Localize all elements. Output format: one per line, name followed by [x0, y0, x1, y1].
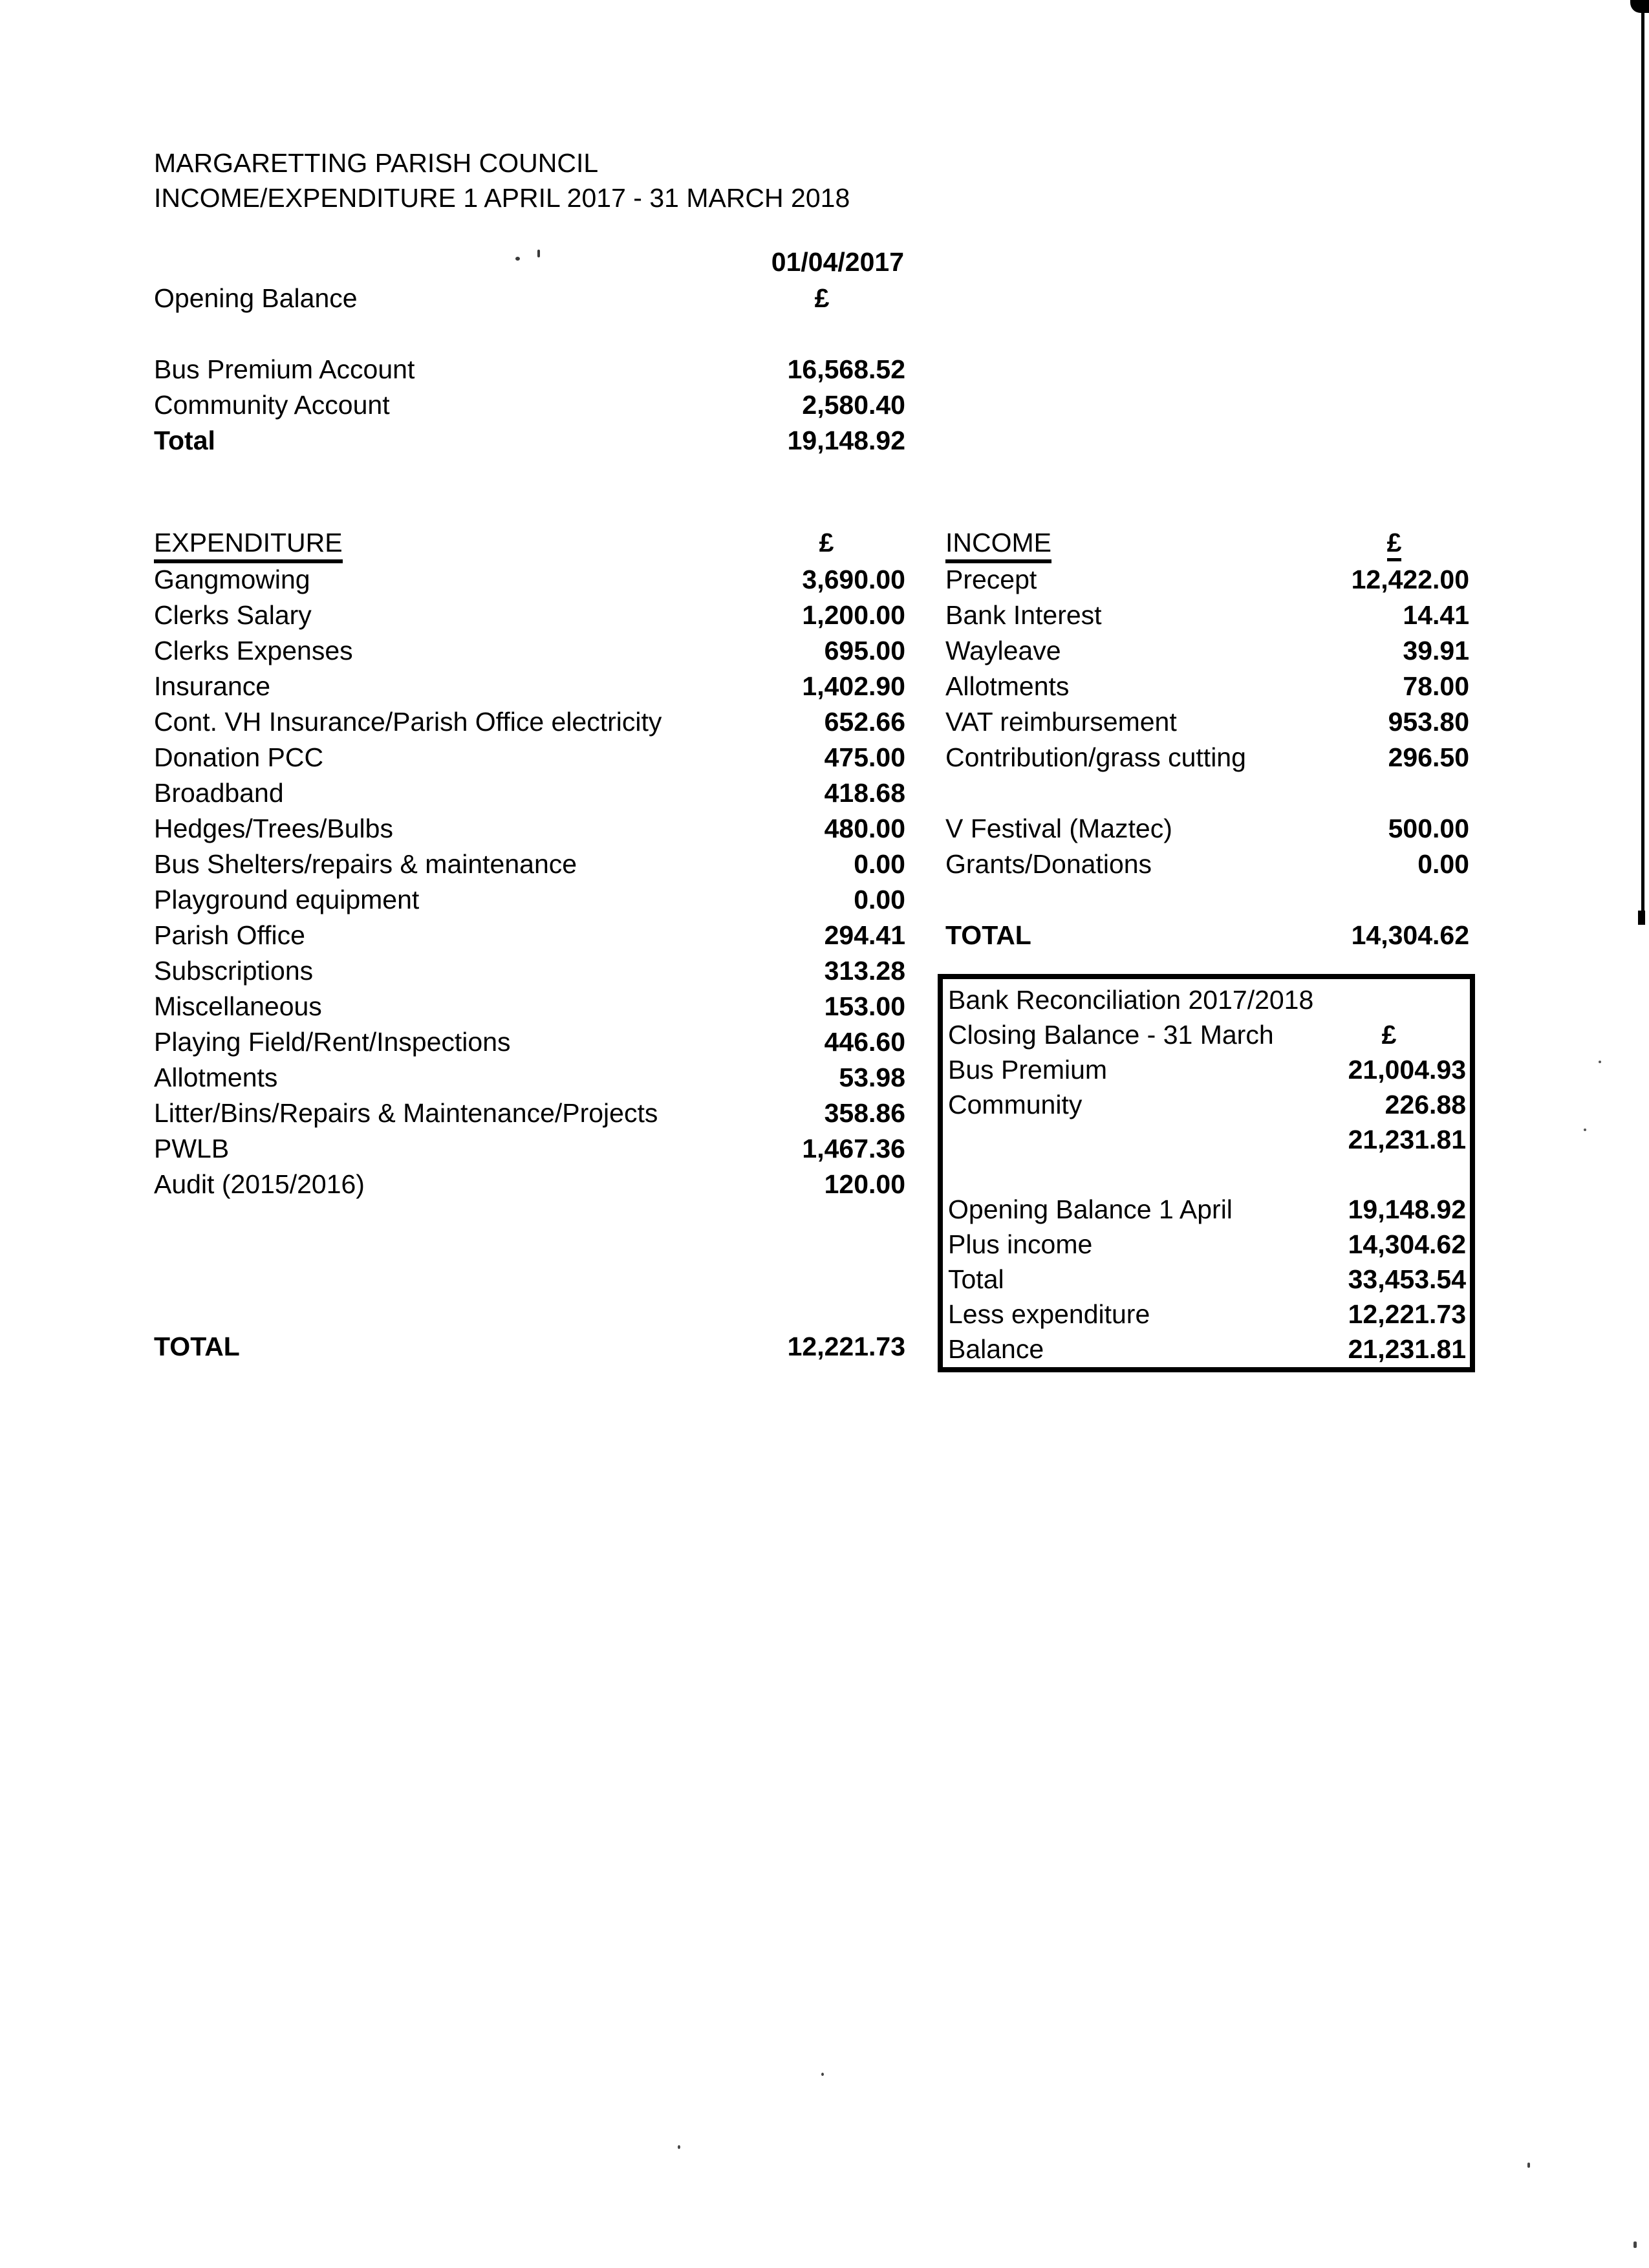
row-value: 0.00: [854, 849, 905, 879]
bank-reconciliation-box: [938, 974, 1475, 1372]
table-row: [154, 1097, 905, 1133]
spacer-row: [945, 884, 1469, 920]
table-row: [948, 1229, 1466, 1264]
table-row: [154, 991, 905, 1026]
table-row: [945, 599, 1469, 635]
table-row: [154, 599, 905, 635]
row-value: 418.68: [824, 778, 905, 808]
row-label: Wayleave: [945, 636, 1061, 665]
table-row: [948, 1089, 1466, 1124]
opening-balance-label: Opening Balance: [154, 283, 358, 313]
row-label: Insurance: [154, 671, 271, 701]
scan-artifact-right-edge-end: [1638, 911, 1645, 925]
row-label: Bus Premium Account: [154, 354, 415, 384]
table-row: [154, 389, 905, 425]
row-value: 16,568.52: [787, 354, 905, 384]
row-value: 226.88: [1385, 1090, 1466, 1119]
row-label: Community: [948, 1090, 1083, 1119]
table-row: [154, 1062, 905, 1097]
row-value: 446.60: [824, 1027, 905, 1057]
row-value: 12,422.00: [1351, 565, 1469, 594]
row-value: 296.50: [1388, 742, 1469, 772]
row-label: Parish Office: [154, 920, 305, 950]
closing-balance-label: Closing Balance - 31 March: [948, 1020, 1274, 1050]
row-value: 313.28: [824, 956, 905, 986]
expenditure-currency-symbol: £: [819, 528, 834, 557]
row-value: 1,402.90: [802, 671, 905, 701]
income-table: [945, 564, 1469, 955]
row-value: 120.00: [824, 1169, 905, 1199]
spacer-row: [945, 777, 1469, 813]
income-total-row: [945, 920, 1469, 955]
table-row: [945, 564, 1469, 599]
scan-artifact-corner-blob: [1630, 0, 1649, 13]
row-label: Donation PCC: [154, 742, 324, 772]
scan-artifact-right-edge-line: [1641, 0, 1644, 913]
row-label: Cont. VH Insurance/Parish Office electricity: [154, 707, 662, 737]
row-label: Total: [154, 426, 215, 455]
row-label: PWLB: [154, 1134, 230, 1163]
row-label: Community Account: [154, 390, 390, 420]
scan-speck: [678, 2145, 680, 2149]
row-label: Total: [948, 1264, 1004, 1294]
row-label: Bus Premium: [948, 1055, 1108, 1085]
row-label: Balance: [948, 1334, 1044, 1364]
row-label: Less expenditure: [948, 1299, 1150, 1329]
row-label: Opening Balance 1 April: [948, 1194, 1233, 1224]
total-label: TOTAL: [154, 1332, 240, 1361]
row-value: 21,231.81: [1348, 1334, 1466, 1364]
row-value: 358.86: [824, 1098, 905, 1128]
row-value: 480.00: [824, 814, 905, 843]
opening-balance-table: [154, 354, 905, 460]
row-label: Bank Interest: [945, 600, 1102, 630]
row-value: 652.66: [824, 707, 905, 737]
table-row: [154, 1133, 905, 1169]
row-value: 14.41: [1403, 600, 1469, 630]
total-label: TOTAL: [945, 920, 1031, 950]
row-label: Playground equipment: [154, 885, 420, 914]
table-row: [154, 671, 905, 706]
row-label: VAT reimbursement: [945, 707, 1177, 737]
row-value: 1,467.36: [802, 1134, 905, 1163]
row-value: 14,304.62: [1348, 1229, 1466, 1259]
total-value: 14,304.62: [1351, 920, 1469, 950]
box-currency-symbol: £: [1381, 1020, 1397, 1050]
table-row: [154, 884, 905, 920]
table-row: [154, 425, 905, 460]
row-label: Miscellaneous: [154, 991, 322, 1021]
document-subtitle: INCOME/EXPENDITURE 1 APRIL 2017 - 31 MARCH 2018: [154, 183, 850, 213]
row-value: 153.00: [824, 991, 905, 1021]
row-label: Plus income: [948, 1229, 1093, 1259]
row-label: Litter/Bins/Repairs & Maintenance/Projects: [154, 1098, 658, 1128]
box-title: Bank Reconciliation 2017/2018: [948, 985, 1314, 1015]
scan-speck: [1584, 1129, 1586, 1131]
row-label: V Festival (Maztec): [945, 814, 1172, 843]
income-currency-symbol: £: [1376, 527, 1412, 558]
row-value: 475.00: [824, 742, 905, 772]
row-label: Broadband: [154, 778, 284, 808]
row-label: Contribution/grass cutting: [945, 742, 1246, 772]
row-value: 0.00: [1417, 849, 1469, 879]
row-value: 500.00: [1388, 814, 1469, 843]
row-label: Hedges/Trees/Bulbs: [154, 814, 393, 843]
row-label: Clerks Expenses: [154, 636, 353, 665]
row-value: 33,453.54: [1348, 1264, 1466, 1294]
document-title: MARGARETTING PARISH COUNCIL: [154, 148, 599, 178]
table-row: [945, 813, 1469, 848]
scan-speck: [1599, 1061, 1601, 1063]
table-row: [948, 1334, 1466, 1368]
table-row: [948, 1299, 1466, 1334]
table-row: [154, 354, 905, 389]
table-row: [154, 635, 905, 671]
row-label: Subscriptions: [154, 956, 314, 986]
table-row: [945, 742, 1469, 777]
table-row: [154, 1026, 905, 1062]
table-row: [945, 706, 1469, 742]
row-value: 39.91: [1403, 636, 1469, 665]
opening-date: 01/04/2017: [771, 247, 904, 277]
table-row: [154, 813, 905, 848]
table-row: [154, 777, 905, 813]
row-label: Allotments: [154, 1063, 278, 1092]
table-row: [154, 920, 905, 955]
table-row: [948, 1124, 1466, 1159]
row-value: 294.41: [824, 920, 905, 950]
row-label: Playing Field/Rent/Inspections: [154, 1027, 511, 1057]
spacer-row: [948, 1159, 1466, 1194]
table-row: [945, 671, 1469, 706]
row-value: 12,221.73: [1348, 1299, 1466, 1329]
row-label: Audit (2015/2016): [154, 1169, 365, 1199]
income-heading: INCOME: [945, 527, 1051, 563]
row-value: 2,580.40: [802, 390, 905, 420]
row-value: 21,004.93: [1348, 1055, 1466, 1085]
row-label: Grants/Donations: [945, 849, 1152, 879]
table-row: [154, 564, 905, 599]
table-row: [948, 1264, 1466, 1299]
row-label: Allotments: [945, 671, 1070, 701]
row-value: 0.00: [854, 885, 905, 914]
expenditure-table: [154, 564, 905, 1204]
expenditure-total-row: [154, 1331, 905, 1366]
scan-speck: [1633, 2241, 1637, 2248]
table-row: [948, 1194, 1466, 1229]
scan-speck: [821, 2073, 824, 2076]
row-value: 953.80: [1388, 707, 1469, 737]
row-value: 19,148.92: [1348, 1194, 1466, 1224]
table-row: [154, 706, 905, 742]
table-row: [154, 848, 905, 884]
expenditure-heading: EXPENDITURE: [154, 527, 343, 563]
row-value: 3,690.00: [802, 565, 905, 594]
box-title-row: [948, 984, 1466, 1019]
row-label: Bus Shelters/repairs & maintenance: [154, 849, 577, 879]
scan-speck: [1527, 2163, 1530, 2168]
row-value: 1,200.00: [802, 600, 905, 630]
table-row: [154, 1169, 905, 1204]
opening-currency-symbol: £: [814, 283, 830, 313]
row-value: 78.00: [1403, 671, 1469, 701]
table-row: [945, 635, 1469, 671]
row-label: Clerks Salary: [154, 600, 312, 630]
table-row: [154, 742, 905, 777]
table-row: [154, 955, 905, 991]
row-value: 21,231.81: [1348, 1125, 1466, 1154]
table-row: [945, 848, 1469, 884]
row-value: 695.00: [824, 636, 905, 665]
total-value: 12,221.73: [787, 1332, 905, 1361]
row-label: Gangmowing: [154, 565, 310, 594]
row-value: 19,148.92: [787, 426, 905, 455]
box-subtitle-row: [948, 1019, 1466, 1054]
row-label: Precept: [945, 565, 1037, 594]
row-value: 53.98: [839, 1063, 905, 1092]
table-row: [948, 1054, 1466, 1089]
